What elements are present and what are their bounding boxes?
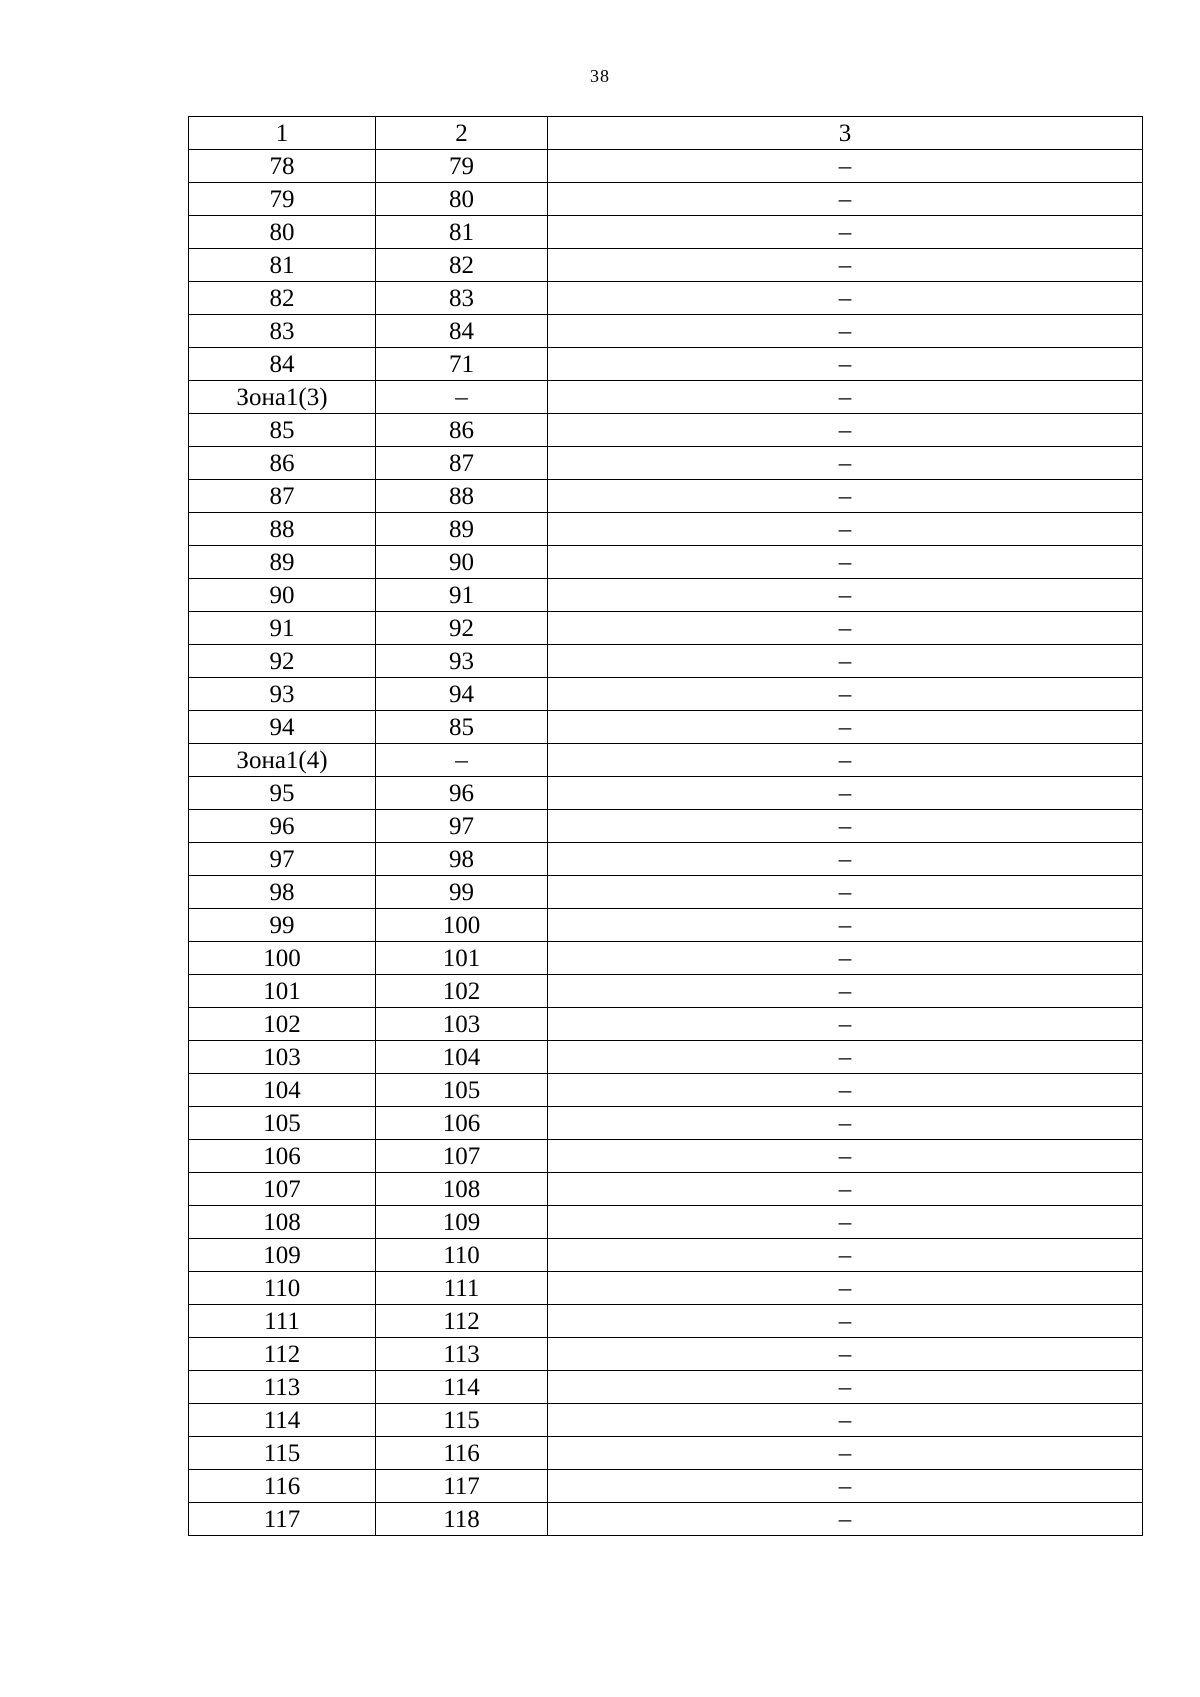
table-cell-col-3: –	[548, 1008, 1143, 1041]
table-cell-col-2: 84	[376, 315, 548, 348]
table-cell-col-3: –	[548, 1173, 1143, 1206]
table-row	[189, 876, 1143, 909]
table-cell-col-3: –	[548, 876, 1143, 909]
table-row	[189, 645, 1143, 678]
table-cell-col-3: –	[548, 513, 1143, 546]
table-row	[189, 1404, 1143, 1437]
table-cell-col-2: 85	[376, 711, 548, 744]
table-cell-col-2: 94	[376, 678, 548, 711]
table-cell-col-2: 116	[376, 1437, 548, 1470]
table-cell-col-3: –	[548, 447, 1143, 480]
table-row	[189, 216, 1143, 249]
table-row	[189, 480, 1143, 513]
table-cell-col-1: 114	[189, 1404, 376, 1437]
table-cell-col-2: 80	[376, 183, 548, 216]
table-cell-col-1: 101	[189, 975, 376, 1008]
table-cell-col-1: 100	[189, 942, 376, 975]
table-cell-col-2: 82	[376, 249, 548, 282]
table-cell-col-3: –	[548, 1503, 1143, 1536]
table-cell-col-2: 100	[376, 909, 548, 942]
table-row	[189, 1305, 1143, 1338]
table-row	[189, 150, 1143, 183]
table-cell-col-1: 90	[189, 579, 376, 612]
table-cell-col-2: 110	[376, 1239, 548, 1272]
table-cell-col-1: 113	[189, 1371, 376, 1404]
table-row	[189, 282, 1143, 315]
table-cell-col-2: 81	[376, 216, 548, 249]
table-cell-col-3: –	[548, 975, 1143, 1008]
table-cell-col-2: 103	[376, 1008, 548, 1041]
table-row	[189, 1470, 1143, 1503]
table-row	[189, 942, 1143, 975]
table-cell-col-3: –	[548, 1239, 1143, 1272]
table-cell-col-2: 99	[376, 876, 548, 909]
table-cell-col-1: 112	[189, 1338, 376, 1371]
table-row	[189, 810, 1143, 843]
table-cell-col-1: 92	[189, 645, 376, 678]
table-cell-col-3: –	[548, 1404, 1143, 1437]
table-cell-col-1: 87	[189, 480, 376, 513]
table-cell-col-1: 79	[189, 183, 376, 216]
table-row	[189, 1041, 1143, 1074]
table-cell-col-3: –	[548, 1338, 1143, 1371]
table-cell-col-1: 109	[189, 1239, 376, 1272]
table-cell-col-2: 113	[376, 1338, 548, 1371]
table-cell-col-1: 85	[189, 414, 376, 447]
table-cell-col-3: –	[548, 348, 1143, 381]
table-row	[189, 414, 1143, 447]
table-cell-col-2: 106	[376, 1107, 548, 1140]
table-cell-col-2: 118	[376, 1503, 548, 1536]
table-cell-col-3: –	[548, 612, 1143, 645]
table-cell-col-1: 86	[189, 447, 376, 480]
table-row	[189, 249, 1143, 282]
table-cell-col-1: 110	[189, 1272, 376, 1305]
table-cell-col-2: 90	[376, 546, 548, 579]
table-cell-col-2: 89	[376, 513, 548, 546]
table-cell-col-2: 117	[376, 1470, 548, 1503]
table-header-row	[189, 117, 1143, 150]
table-row	[189, 183, 1143, 216]
table-cell-col-1: 98	[189, 876, 376, 909]
table-cell-col-1: 82	[189, 282, 376, 315]
table-cell-col-1: 88	[189, 513, 376, 546]
column-header-3: 3	[548, 117, 1143, 150]
table-cell-col-1: 96	[189, 810, 376, 843]
table-cell-col-1: 103	[189, 1041, 376, 1074]
table-cell-col-2: 111	[376, 1272, 548, 1305]
table-cell-col-3: –	[548, 942, 1143, 975]
table-cell-col-2: 86	[376, 414, 548, 447]
table-cell-col-2: 79	[376, 150, 548, 183]
table-cell-col-2: 101	[376, 942, 548, 975]
table-row	[189, 1107, 1143, 1140]
table-cell-col-3: –	[548, 1437, 1143, 1470]
table-cell-col-3: –	[548, 579, 1143, 612]
table-cell-col-1: 99	[189, 909, 376, 942]
table-cell-col-2: –	[376, 744, 548, 777]
coordinates-table	[188, 116, 1143, 1536]
column-header-2: 2	[376, 117, 548, 150]
column-header-1: 1	[189, 117, 376, 150]
table-cell-col-2: 93	[376, 645, 548, 678]
table-cell-col-3: –	[548, 1272, 1143, 1305]
table-cell-col-3: –	[548, 315, 1143, 348]
table-cell-col-1: 106	[189, 1140, 376, 1173]
table-cell-col-3: –	[548, 744, 1143, 777]
table-cell-col-2: 96	[376, 777, 548, 810]
table-row	[189, 909, 1143, 942]
table-cell-col-3: –	[548, 1470, 1143, 1503]
table-row	[189, 579, 1143, 612]
table-row	[189, 447, 1143, 480]
table-cell-col-1: 102	[189, 1008, 376, 1041]
table-cell-col-3: –	[548, 282, 1143, 315]
table-cell-col-3: –	[548, 183, 1143, 216]
table-cell-col-2: 92	[376, 612, 548, 645]
table-cell-col-1: 108	[189, 1206, 376, 1239]
table-cell-col-2: 112	[376, 1305, 548, 1338]
table-row	[189, 546, 1143, 579]
table-cell-col-2: 102	[376, 975, 548, 1008]
table-cell-col-1: 107	[189, 1173, 376, 1206]
table-cell-col-1: 81	[189, 249, 376, 282]
table-cell-col-3: –	[548, 414, 1143, 447]
table-cell-col-1: 91	[189, 612, 376, 645]
table-cell-col-3: –	[548, 777, 1143, 810]
table-cell-col-3: –	[548, 1206, 1143, 1239]
table-row	[189, 975, 1143, 1008]
table-cell-col-2: 83	[376, 282, 548, 315]
table-cell-col-2: 105	[376, 1074, 548, 1107]
page-number: 38	[590, 66, 610, 86]
table-row	[189, 381, 1143, 414]
table-cell-col-1: 83	[189, 315, 376, 348]
table-cell-col-1: 105	[189, 1107, 376, 1140]
table-row	[189, 843, 1143, 876]
table-cell-col-2: –	[376, 381, 548, 414]
table-row	[189, 1206, 1143, 1239]
table-cell-col-3: –	[548, 810, 1143, 843]
table-row	[189, 1239, 1143, 1272]
table-cell-col-1: 104	[189, 1074, 376, 1107]
table-cell-col-3: –	[548, 1305, 1143, 1338]
table-row	[189, 315, 1143, 348]
table-cell-col-2: 115	[376, 1404, 548, 1437]
table-row	[189, 1074, 1143, 1107]
table-cell-col-3: –	[548, 546, 1143, 579]
table-cell-col-3: –	[548, 1041, 1143, 1074]
table-cell-col-3: –	[548, 249, 1143, 282]
table-cell-col-3: –	[548, 645, 1143, 678]
table-cell-col-2: 104	[376, 1041, 548, 1074]
table-cell-col-1: 80	[189, 216, 376, 249]
table-row	[189, 777, 1143, 810]
table-cell-col-3: –	[548, 150, 1143, 183]
table-row	[189, 744, 1143, 777]
table-cell-col-1: 117	[189, 1503, 376, 1536]
table-row	[189, 678, 1143, 711]
table-cell-col-3: –	[548, 1371, 1143, 1404]
table-body	[189, 150, 1143, 1536]
table-cell-col-2: 97	[376, 810, 548, 843]
table-row	[189, 1437, 1143, 1470]
table-cell-col-3: –	[548, 843, 1143, 876]
table-cell-col-1: 93	[189, 678, 376, 711]
table-cell-col-3: –	[548, 678, 1143, 711]
table-cell-col-1: 115	[189, 1437, 376, 1470]
table-cell-col-3: –	[548, 1140, 1143, 1173]
table-row	[189, 513, 1143, 546]
table-cell-col-1: 84	[189, 348, 376, 381]
table-cell-col-2: 107	[376, 1140, 548, 1173]
table-cell-col-3: –	[548, 711, 1143, 744]
table-row	[189, 348, 1143, 381]
table-cell-col-1: Зона1(4)	[189, 744, 376, 777]
table-row	[189, 612, 1143, 645]
table-cell-col-2: 108	[376, 1173, 548, 1206]
table-row	[189, 1173, 1143, 1206]
table-cell-col-1: 78	[189, 150, 376, 183]
table-cell-col-1: 97	[189, 843, 376, 876]
table-row	[189, 1140, 1143, 1173]
table-cell-col-3: –	[548, 381, 1143, 414]
table-cell-col-2: 87	[376, 447, 548, 480]
table-cell-col-2: 114	[376, 1371, 548, 1404]
table-row	[189, 1272, 1143, 1305]
table-cell-col-1: 116	[189, 1470, 376, 1503]
table-row	[189, 1008, 1143, 1041]
table-cell-col-2: 71	[376, 348, 548, 381]
table-cell-col-3: –	[548, 909, 1143, 942]
table-cell-col-3: –	[548, 216, 1143, 249]
table-cell-col-2: 88	[376, 480, 548, 513]
table-cell-col-1: Зона1(3)	[189, 381, 376, 414]
table-cell-col-3: –	[548, 1107, 1143, 1140]
table-cell-col-3: –	[548, 1074, 1143, 1107]
table-row	[189, 711, 1143, 744]
table-cell-col-1: 95	[189, 777, 376, 810]
table-cell-col-2: 98	[376, 843, 548, 876]
table-cell-col-1: 111	[189, 1305, 376, 1338]
table-row	[189, 1503, 1143, 1536]
table-cell-col-2: 91	[376, 579, 548, 612]
table-cell-col-3: –	[548, 480, 1143, 513]
table-row	[189, 1338, 1143, 1371]
table-cell-col-1: 89	[189, 546, 376, 579]
table-row	[189, 1371, 1143, 1404]
table-cell-col-1: 94	[189, 711, 376, 744]
table-cell-col-2: 109	[376, 1206, 548, 1239]
